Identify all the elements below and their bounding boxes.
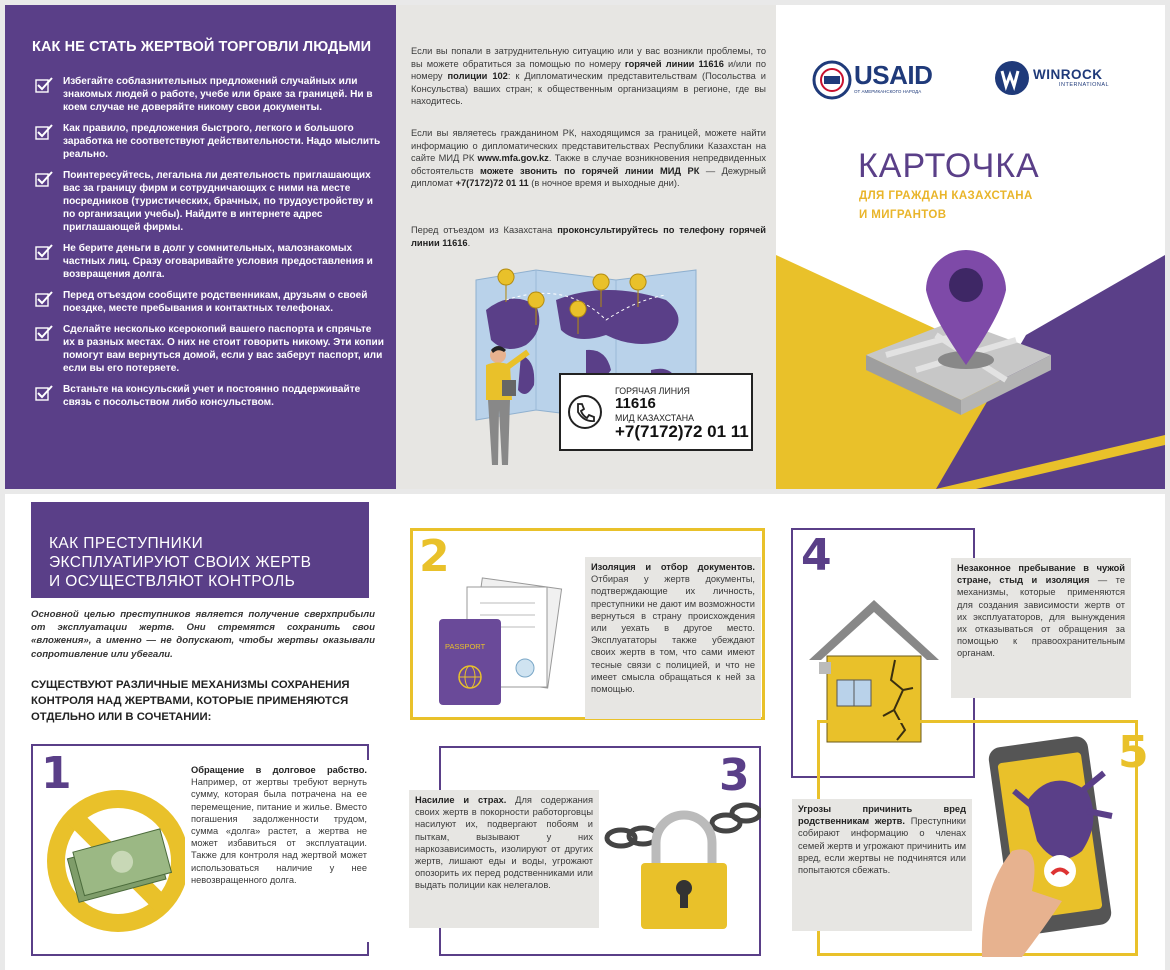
mfa-number: +7(7172)72 01 11 (615, 422, 749, 441)
phone-icon (566, 393, 604, 431)
hotline-number: 11616 (615, 395, 656, 412)
cover-panel (776, 5, 1165, 489)
winrock-sub: INTERNATIONAL (1059, 82, 1110, 88)
usaid-seal-icon (812, 60, 852, 100)
tips-title: КАК НЕ СТАТЬ ЖЕРТВОЙ ТОРГОВЛИ ЛЮДЬМИ (32, 39, 372, 55)
padlock-chain-icon (601, 788, 761, 938)
tip-item (35, 289, 385, 315)
card-number-2: 2 (419, 531, 450, 582)
passport-label: PASSPORT (445, 642, 486, 651)
tip-text: Сделайте несколько ксерокопий вашего паспорта и спрячьте их в разных местах. О них не стоит говорить никому. Эти копии помогут вам вернуться домой, если у вас заберут паспорт, или если вы его потеряете. (63, 324, 384, 374)
mechanism-card-1 (31, 744, 369, 956)
smartphone-threat-icon (972, 731, 1122, 957)
hotline-label: ГОРЯЧАЯ ЛИНИЯ (615, 386, 690, 396)
checkbox-icon (35, 291, 53, 307)
checkbox-icon (35, 244, 53, 260)
help-paragraph-3: Перед отъездом из Казахстана проконсультируйтесь по телефону горячей линии 11616. (411, 225, 766, 248)
help-paragraph-2: Если вы являетесь гражданином РК, находящимся за границей, можете найти информацию о дипломатических представительствах Республики Казахстан на сайте МИД РК www.mfa.gov.kz. Также в случае возникновения непредвиденных обстоятельств можете звонить по горячей линии МИД РК — Дежурный дипломат +7(7172)72 01 11 (в ночное время и выходные дни). (411, 128, 767, 189)
mechanism-card-2 (410, 528, 765, 720)
winrock-logo: WINROCK (1033, 67, 1103, 82)
brochure-inner-side (5, 494, 1165, 970)
card-number-3: 3 (719, 750, 750, 801)
usaid-tagline: ОТ АМЕРИКАНСКОГО НАРОДА (854, 89, 922, 94)
tip-text: Поинтересуйтесь, легальна ли деятельность приглашающих вас за границу фирм и сотрудничающих с ними на месте посредников (туристических, брачных, по трудоустройству и по организации учебы). Найдите в интернете адрес приглашающей фирмы. (63, 170, 373, 233)
checkbox-icon (35, 385, 53, 401)
cover-subtitle-1: ДЛЯ ГРАЖДАН КАЗАХСТАНА (859, 190, 1033, 202)
card-number-1: 1 (41, 748, 72, 799)
checkbox-icon (35, 171, 53, 187)
location-pin-illustration (856, 240, 1066, 440)
help-panel (396, 5, 776, 489)
control-heading: КАК ПРЕСТУПНИКИ ЭКСПЛУАТИРУЮТ СВОИХ ЖЕРТВ И ОСУЩЕСТВЛЯЮТ КОНТРОЛЬ (49, 535, 312, 590)
checkbox-icon (35, 325, 53, 341)
tip-item (35, 75, 385, 114)
brochure-outer-side (5, 5, 1165, 489)
cover-title: КАРТОЧКА (858, 147, 1040, 185)
mechanism-card-5 (798, 720, 1149, 956)
passport-documents-icon (435, 573, 585, 713)
card-text-2: Изоляция и отбор документов. Отбирая у жертв документы, подтверждающие их личность, преступники не дают им возможности вернуться в страну происхождения или уехать в другое место. Эксплуататоры также убеждают своих жертв в том, что сами имеют тесные связи с полицией, и что не имеет смысла обращаться к ней за помощью. (585, 557, 761, 719)
tip-item (35, 122, 385, 161)
control-heading-box (31, 502, 369, 598)
tip-text: Перед отъездом сообщите родственникам, друзьям о своей поездке, месте пребывания и контактных телефонах. (63, 290, 368, 314)
mechanisms-heading: СУЩЕСТВУЮТ РАЗЛИЧНЫЕ МЕХАНИЗМЫ СОХРАНЕНИЯ КОНТРОЛЯ НАД ЖЕРТВАМИ, КОТОРЫЕ ПРИМЕНЯЮТСЯ ОТДЕЛЬНО ИЛИ В СОЧЕТАНИИ: (31, 679, 350, 723)
card-text-1: Обращение в долговое рабство. Например, от жертвы требуют вернуть сумму, которая была потрачена на ее перемещение, питание и жилье. Вместо погашения задолженности трудом, сумма «долга» растет, а жертва не может избавиться от эксплуатации. Также для контроля над жертвой может использоваться наличие у нее невозвращенного долга. (185, 760, 373, 942)
tip-text: Встаньте на консульский учет и постоянно поддерживайте связь с посольством либо консульством. (63, 384, 361, 408)
control-intro: Основной целью преступников является получение сверхприбыли от эксплуатации жертв. Они стремятся сохранить свои «вложения», а именно — не допускают, чтобы жертвы оказывали сопротивление или убегали. (31, 609, 375, 660)
mfa-label: МИД КАЗАХСТАНА (615, 413, 694, 423)
card-number-5: 5 (1118, 727, 1149, 778)
tip-item (35, 169, 385, 234)
tips-list (35, 75, 385, 417)
tip-item (35, 383, 385, 409)
card-text-3: Насилие и страх. Для содержания своих жертв в покорности работорговцы насилуют их, подвергают побоям и пыткам, вызывают у них наркозависимость, изолируют от других жертв, лишают еды и воды, угрожают опозорить их перед родственниками или выдать полиции как нелегалов. (409, 790, 599, 928)
card-text-5: Угрозы причинить вред родственникам жертв. Преступники собирают информацию о членах семей жертв и угрожают причинить им вред, если жертвы не подчинятся или попытаются сбежать. (792, 799, 972, 931)
help-paragraph-1: Если вы попали в затруднительную ситуацию или у вас возникли проблемы, то вы можете обратиться за помощью по номеру горячей линии 11616 и/или по номеру полиции 102: к Дипломатическим представительствам (Посольства и Консульства) ваших стран; к общественным организациям в регионе, где вы находитесь. (411, 46, 766, 107)
tips-panel (5, 5, 396, 489)
usaid-logo: USAID (854, 60, 933, 90)
mechanism-card-3 (415, 746, 761, 956)
checkbox-icon (35, 77, 53, 93)
debt-money-icon (43, 786, 193, 936)
checkbox-icon (35, 124, 53, 140)
card-text-4: Незаконное пребывание в чужой стране, стыд и изоляция — те механизмы, которые применяются для создания зависимости жертв от их эксплуататоров, для вынуждения их отказываться от обращения за помощью к правоохранительным органам. (951, 558, 1131, 698)
hotline-box (559, 373, 753, 451)
card-number-4: 4 (801, 530, 832, 581)
winrock-logo-icon (994, 60, 1030, 96)
tip-text: Как правило, предложения быстрого, легкого и большого заработка не соответствуют действительности. Надо мыслить реально. (63, 123, 381, 160)
cover-subtitle-2: И МИГРАНТОВ (859, 209, 947, 221)
tip-item (35, 323, 385, 375)
tip-item (35, 242, 385, 281)
tip-text: Избегайте соблазнительных предложений случайных или знакомых людей о работе, учебе или браке за границей. Ни в коем случае не доверяйте никому свои документы. (63, 76, 373, 113)
tip-text: Не берите деньги в долг у сомнительных, малознакомых частных лиц. Сразу оговаривайте условия предоставления и возвращения долга. (63, 243, 373, 280)
